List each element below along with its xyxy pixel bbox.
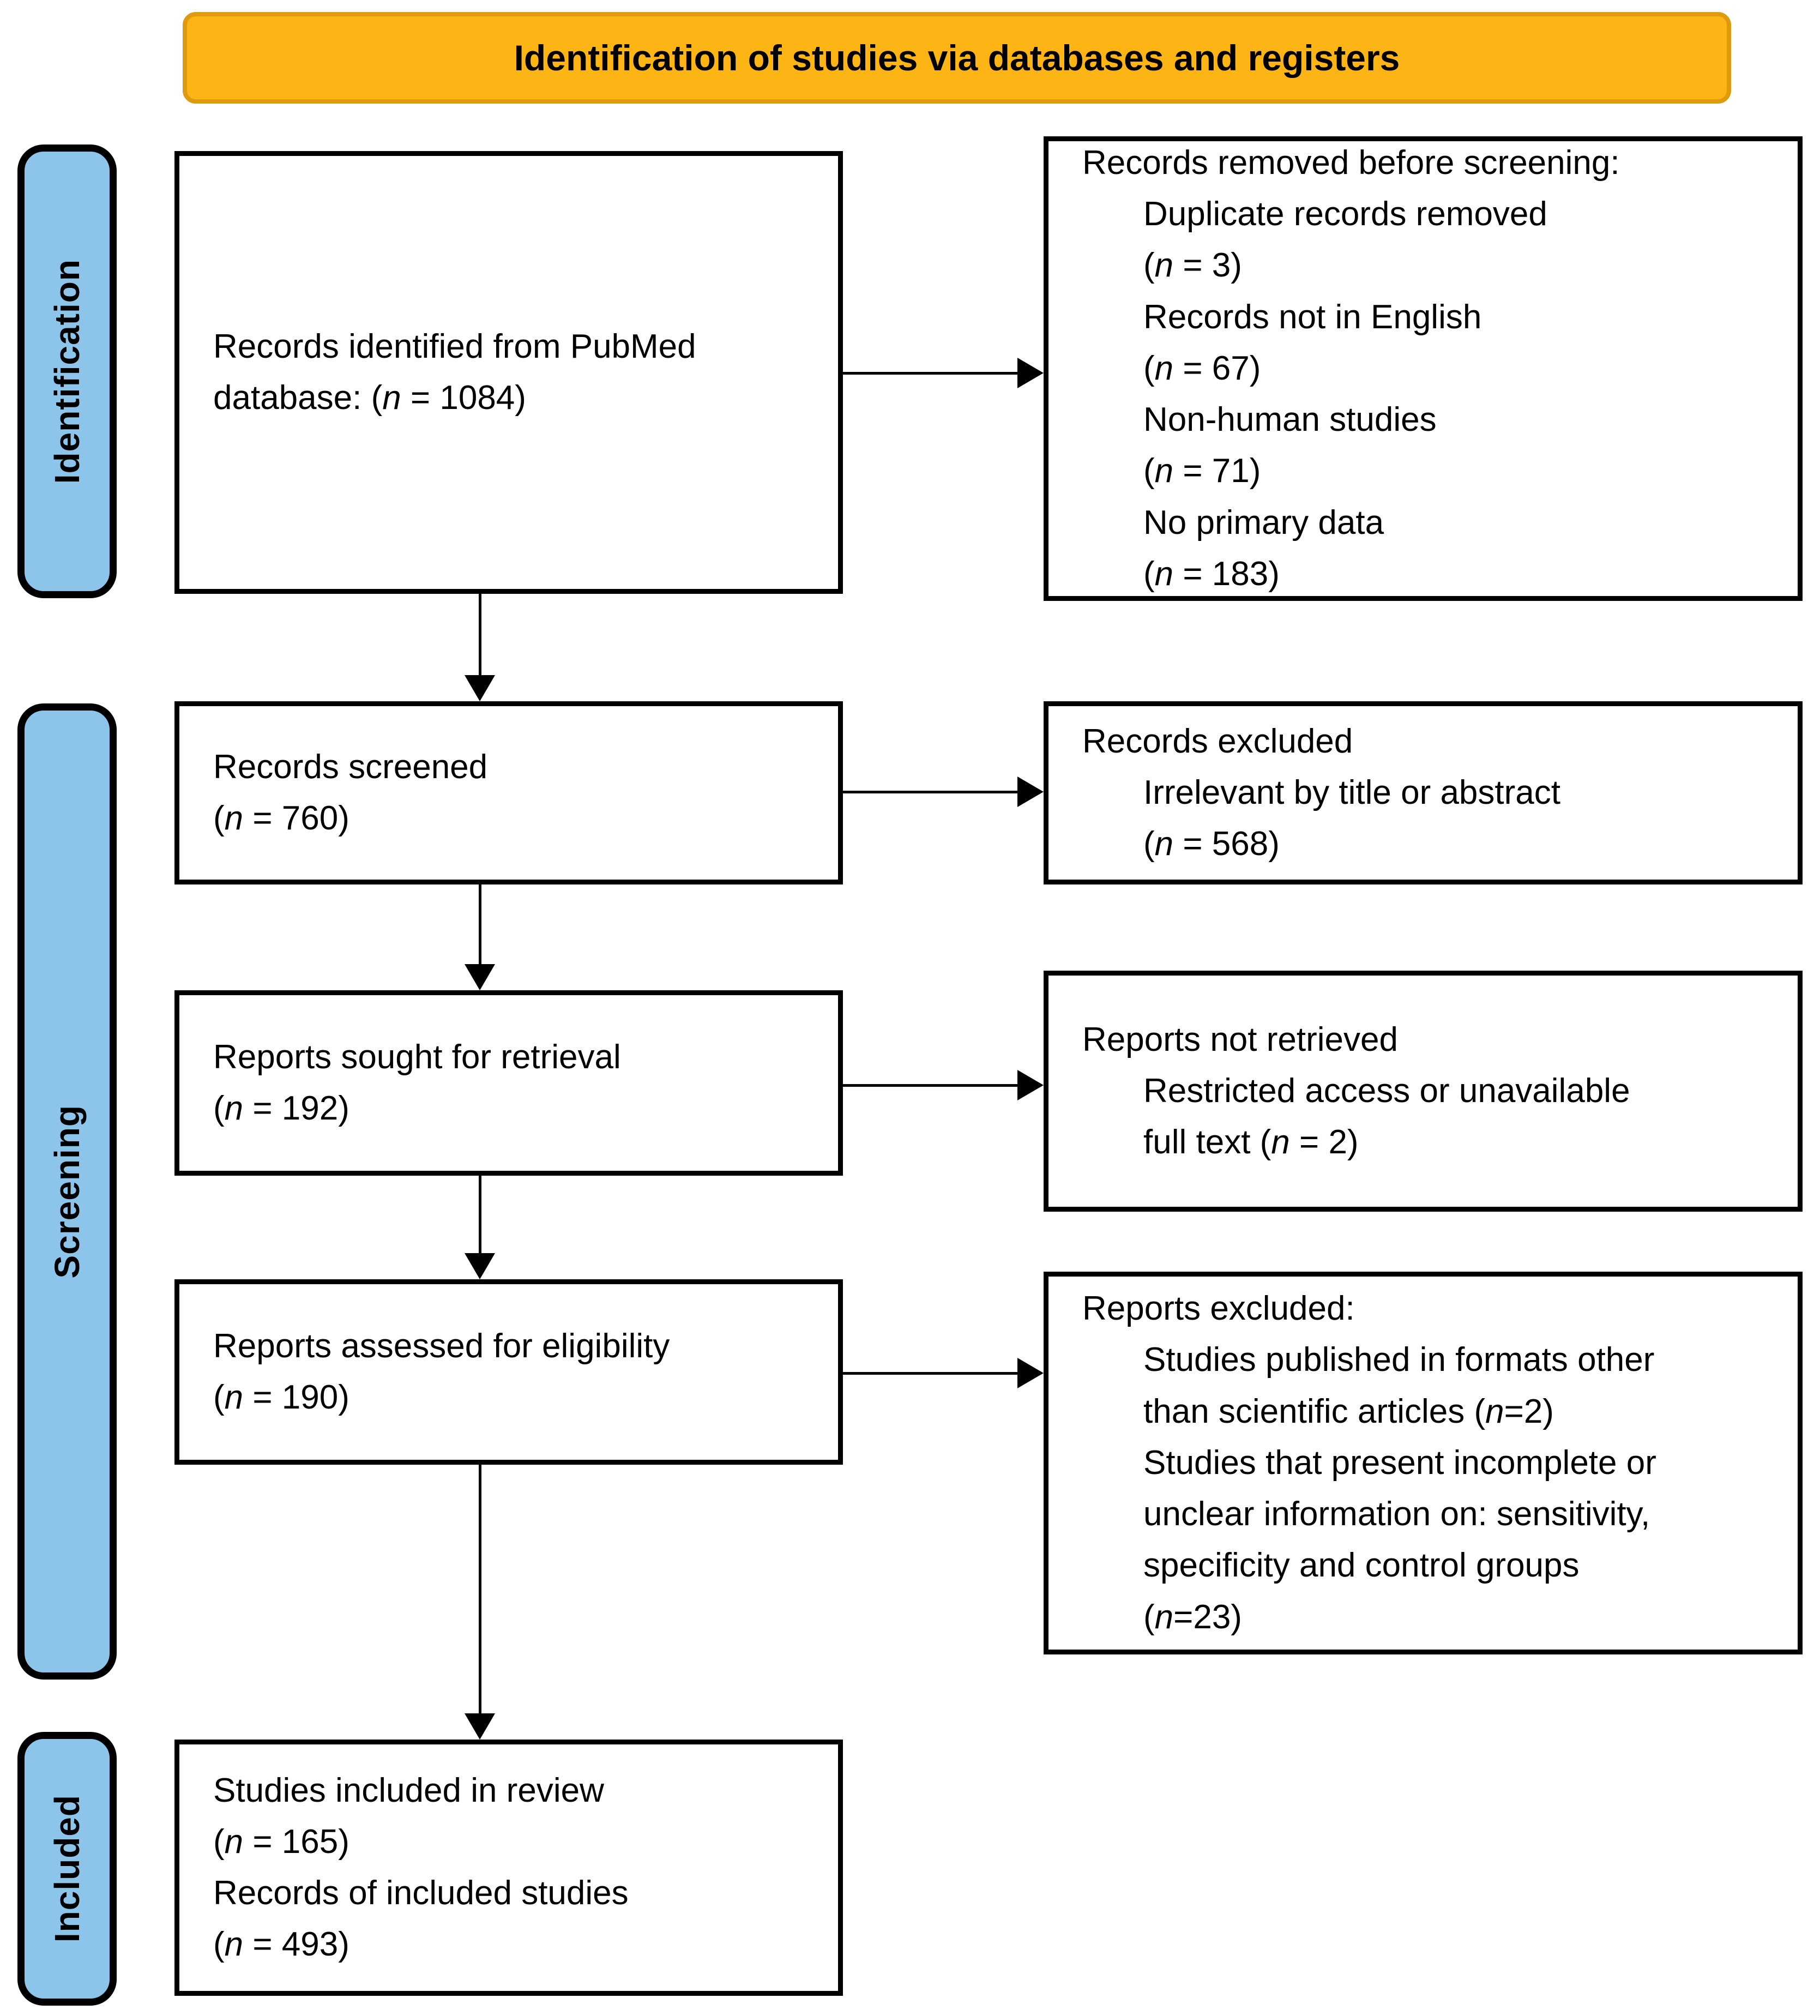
sidebar-stage-screening [17, 703, 117, 1680]
arrowhead-right-icon [1017, 777, 1044, 807]
arrow-line [479, 1176, 481, 1254]
arrowhead-down-icon [465, 1253, 495, 1279]
reports-sought-text: Reports sought for retrieval (n = 192) [213, 1038, 621, 1127]
sidebar-stage-included [17, 1732, 117, 2006]
arrowhead-down-icon [465, 964, 495, 990]
arrowhead-right-icon [1017, 1070, 1044, 1100]
reports-assessed-text: Reports assessed for eligibility (n = 190) [213, 1327, 670, 1416]
banner-title: Identification of studies via databases and registers [514, 38, 1400, 78]
records-removed-item: Duplicate records removed (n = 3) [1143, 195, 1547, 285]
arrow-line [843, 791, 1019, 793]
reports-excluded-title: Reports excluded: [1082, 1290, 1355, 1328]
records-identified-text: Records identified from PubMed database: (n = 1084) [213, 327, 696, 417]
arrow-line [843, 1372, 1019, 1375]
studies-included-text: Studies included in review (n = 165) Records of included studies (n = 493) [213, 1771, 629, 1964]
box-reports-excluded [1044, 1272, 1803, 1654]
arrow-line [843, 1084, 1019, 1087]
arrow-line [843, 372, 1019, 375]
reports-excluded-item: Studies published in formats other than scientific articles (n=2) [1143, 1341, 1655, 1430]
arrow-line [479, 594, 481, 677]
arrow-line [479, 1465, 481, 1714]
sidebar-stage-identification [17, 145, 117, 598]
reports-not-retrieved-item: Restricted access or unavailable full text (n = 2) [1143, 1072, 1630, 1162]
records-excluded-title: Records excluded [1082, 722, 1353, 760]
reports-not-retrieved-title: Reports not retrieved [1082, 1020, 1398, 1058]
box-reports-assessed [174, 1279, 843, 1465]
records-excluded-item: Irrelevant by title or abstract (n = 568) [1143, 773, 1560, 863]
arrow-line [479, 884, 481, 965]
records-removed-item: Non-human studies (n = 71) [1143, 401, 1437, 490]
stage-label-included: Included [47, 1795, 87, 1943]
banner [183, 12, 1731, 104]
arrowhead-right-icon [1017, 358, 1044, 388]
box-records-screened [174, 701, 843, 884]
box-studies-included [174, 1740, 843, 1996]
reports-excluded-item: Studies that present incomplete or unclear information on: sensitivity, specificity and control groups (n=23) [1143, 1443, 1656, 1636]
arrowhead-down-icon [465, 1713, 495, 1740]
records-screened-text: Records screened (n = 760) [213, 748, 488, 837]
box-records-excluded [1044, 701, 1803, 884]
arrowhead-down-icon [465, 675, 495, 701]
box-reports-not-retrieved [1044, 971, 1803, 1212]
arrowhead-right-icon [1017, 1358, 1044, 1388]
box-records-removed-before-screening [1044, 136, 1803, 601]
stage-label-screening: Screening [47, 1104, 87, 1279]
records-removed-title: Records removed before screening: [1082, 143, 1620, 182]
stage-label-identification: Identification [47, 258, 87, 484]
box-records-identified [174, 151, 843, 594]
box-reports-sought [174, 990, 843, 1176]
records-removed-item: No primary data (n = 183) [1143, 503, 1384, 593]
records-removed-item: Records not in English (n = 67) [1143, 298, 1482, 387]
